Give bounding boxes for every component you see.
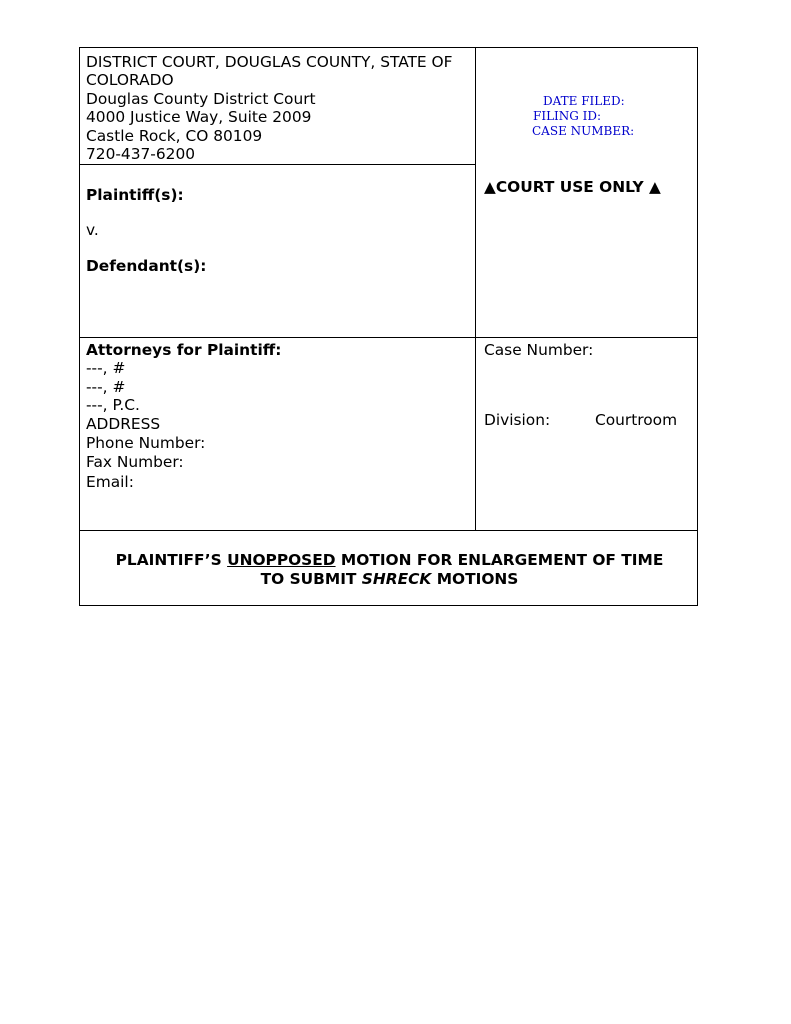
center-divider xyxy=(475,48,476,530)
title-shreck: SHRECK xyxy=(361,569,432,588)
motion-title xyxy=(80,551,699,588)
stamp-case-number: CASE NUMBER: xyxy=(532,124,635,138)
court-parties-divider xyxy=(80,164,476,165)
court-phone: 720-437-6200 xyxy=(86,145,196,164)
attorney-firm: ---, P.C. xyxy=(86,396,140,415)
attorney-line-1: ---, # xyxy=(86,359,126,378)
case-caption xyxy=(79,47,698,606)
attorney-address: ADDRESS xyxy=(86,414,161,433)
court-line-2: COLORADO xyxy=(86,71,174,90)
defendant-label: Defendant(s): xyxy=(86,256,207,275)
parties xyxy=(86,186,474,275)
court-line-1: DISTRICT COURT, DOUGLAS COUNTY, STATE OF xyxy=(86,53,453,71)
versus-label: v. xyxy=(86,221,99,240)
attorney-info xyxy=(86,341,474,491)
court-street: 4000 Justice Way, Suite 2009 xyxy=(86,108,312,127)
attorney-email: Email: xyxy=(86,472,134,491)
plaintiff-label: Plaintiff(s): xyxy=(86,186,184,204)
attorney-line-2: ---, # xyxy=(86,377,126,396)
parties-attorney-divider xyxy=(80,337,697,338)
attorney-fax: Fax Number: xyxy=(86,453,184,472)
motion-title-line-2 xyxy=(80,570,699,589)
title-part-3: TO SUBMIT xyxy=(260,569,362,588)
court-name: Douglas County District Court xyxy=(86,89,316,108)
case-number-label: Case Number: xyxy=(484,341,594,359)
stamp-date-filed: DATE FILED: xyxy=(543,94,625,108)
title-part-1: PLAINTIFF’S xyxy=(115,551,228,569)
division-label: Division: xyxy=(484,411,551,429)
court-city: Castle Rock, CO 80109 xyxy=(86,126,263,145)
motion-title-line-1 xyxy=(80,551,699,570)
court-info xyxy=(86,53,474,163)
court-use-only-label: ▲COURT USE ONLY ▲ xyxy=(484,178,661,196)
title-part-2: MOTION FOR ENLARGEMENT OF TIME xyxy=(335,551,664,569)
attorney-phone: Phone Number: xyxy=(86,434,206,453)
title-unopposed: UNOPPOSED xyxy=(227,551,336,569)
attorney-title-divider xyxy=(80,530,697,531)
stamp-filing-id: FILING ID: xyxy=(533,109,602,123)
attorneys-heading: Attorneys for Plaintiff: xyxy=(86,341,282,359)
courtroom-label: Courtroom xyxy=(595,411,678,429)
title-part-4: MOTIONS xyxy=(431,569,519,588)
